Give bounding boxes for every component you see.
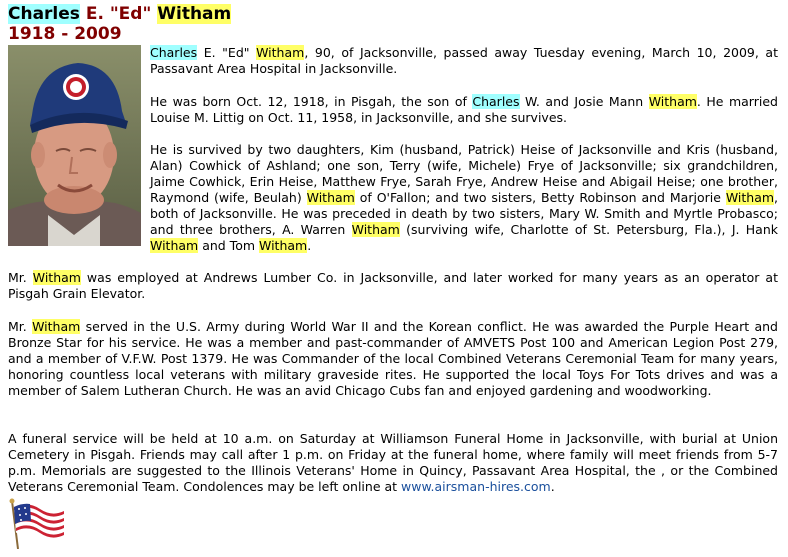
- career-paragraph: [8, 270, 778, 302]
- american-flag-icon: [8, 497, 66, 549]
- highlight-last-name: Witham: [32, 270, 81, 285]
- survivors-text: , both of Jacksonville. He was preceded in death by two sisters, Mary W. Smith and Myrtle Probasco; and three brothers, A. Warren: [150, 190, 779, 237]
- career-text: Mr.: [8, 270, 33, 285]
- career-text: was employed at Andrews Lumber Co. in Jacksonville, and later worked for many years as an operator at Pisgah Grain Elevator.: [8, 270, 778, 301]
- birth-paragraph: [150, 94, 778, 126]
- highlight-last-name: Witham: [32, 319, 81, 334]
- birth-text: W. and Josie Mann: [519, 94, 649, 109]
- survivors-text: He is survived by two daughters, Kim (husband, Patrick) Heise of Jacksonville and Kris (husband, Alan) Cowhick of Ashland; one son, Terry (wife, Michele) Frye of Jacksonville; six grandchildren, Jaime Cowhick, Erin Heise, Matthew Frye, Sarah Frye, Andrew Heise and Abigail Heise; one brother, Raymond (wife, Beulah): [150, 142, 778, 205]
- highlight-last-name: Witham: [259, 238, 308, 253]
- funeral-home-link[interactable]: www.airsman-hires.com: [401, 479, 551, 494]
- highlight-first-name: Charles: [8, 4, 80, 24]
- survivors-text: of O'Fallon; and two sisters, Betty Robinson and Marjorie: [354, 190, 726, 205]
- funeral-paragraph: [8, 431, 778, 495]
- life-years: 1918 - 2009: [8, 24, 122, 44]
- highlight-last-name: Witham: [150, 238, 199, 253]
- service-paragraph: [8, 319, 778, 399]
- survivors-text: .: [307, 238, 312, 253]
- highlight-last-name: Witham: [725, 190, 775, 205]
- highlight-first-name: Charles: [472, 94, 520, 109]
- service-text: Mr.: [8, 319, 33, 334]
- birth-text: He was born Oct. 12, 1918, in Pisgah, the son of: [150, 94, 473, 109]
- service-text: served in the U.S. Army during World War II and the Korean conflict. He was awarded the Purple Heart and Bronze Star for his service. He was a member and past-commander of AMVETS Post 100 and American Legion Post 279, and a member of V.F.W. Post 1379. He was Commander of the local Combined Veterans Ceremonial Team for many years, honoring countless local veterans with military graveside rites. He supported the local Toys For Tots drives and was a member of Salem Lutheran Church. He was an avid Chicago Cubs fan and enjoyed gardening and woodworking.: [8, 319, 778, 398]
- highlight-last-name: Witham: [256, 45, 305, 60]
- survivors-paragraph: [150, 142, 778, 254]
- funeral-text: A funeral service will be held at 10 a.m. on Saturday at Williamson Funeral Home in Jacksonville, with burial at Union Cemetery in Pisgah. Friends may call after 1 p.m. on Friday at the funeral home, where family will meet friends from 5-7 p.m. Memorials are suggested to the Illinois Veterans' Home in Quincy, Passavant Area Hospital, the , or the Combined Veterans Ceremonial Team. Condolences may be left online at: [8, 431, 778, 494]
- middle-name: E. "Ed": [79, 4, 158, 24]
- highlight-last-name: Witham: [157, 4, 232, 24]
- survivors-text: and Tom: [198, 238, 259, 253]
- highlight-last-name: Witham: [306, 190, 355, 205]
- intro-text: E. "Ed": [197, 45, 257, 60]
- obituary-header: [8, 4, 231, 44]
- portrait-image: [8, 45, 141, 246]
- highlight-last-name: Witham: [351, 222, 400, 237]
- survivors-text: (surviving wife, Charlotte of St. Petersburg, Fla.), J. Hank: [399, 222, 778, 237]
- portrait-photo: [8, 45, 141, 246]
- highlight-last-name: Witham: [648, 94, 697, 109]
- intro-text: , 90, of Jacksonville, passed away Tuesday evening, March 10, 2009, at Passavant Area Hospital in Jacksonville.: [150, 45, 778, 76]
- deceased-name: [8, 4, 231, 24]
- funeral-text: .: [550, 479, 555, 494]
- obituary-intro: [150, 45, 778, 77]
- highlight-first-name: Charles: [150, 45, 198, 60]
- birth-text: . He married Louise M. Littig on Oct. 11, 1958, in Jacksonville, and she survives.: [150, 94, 778, 125]
